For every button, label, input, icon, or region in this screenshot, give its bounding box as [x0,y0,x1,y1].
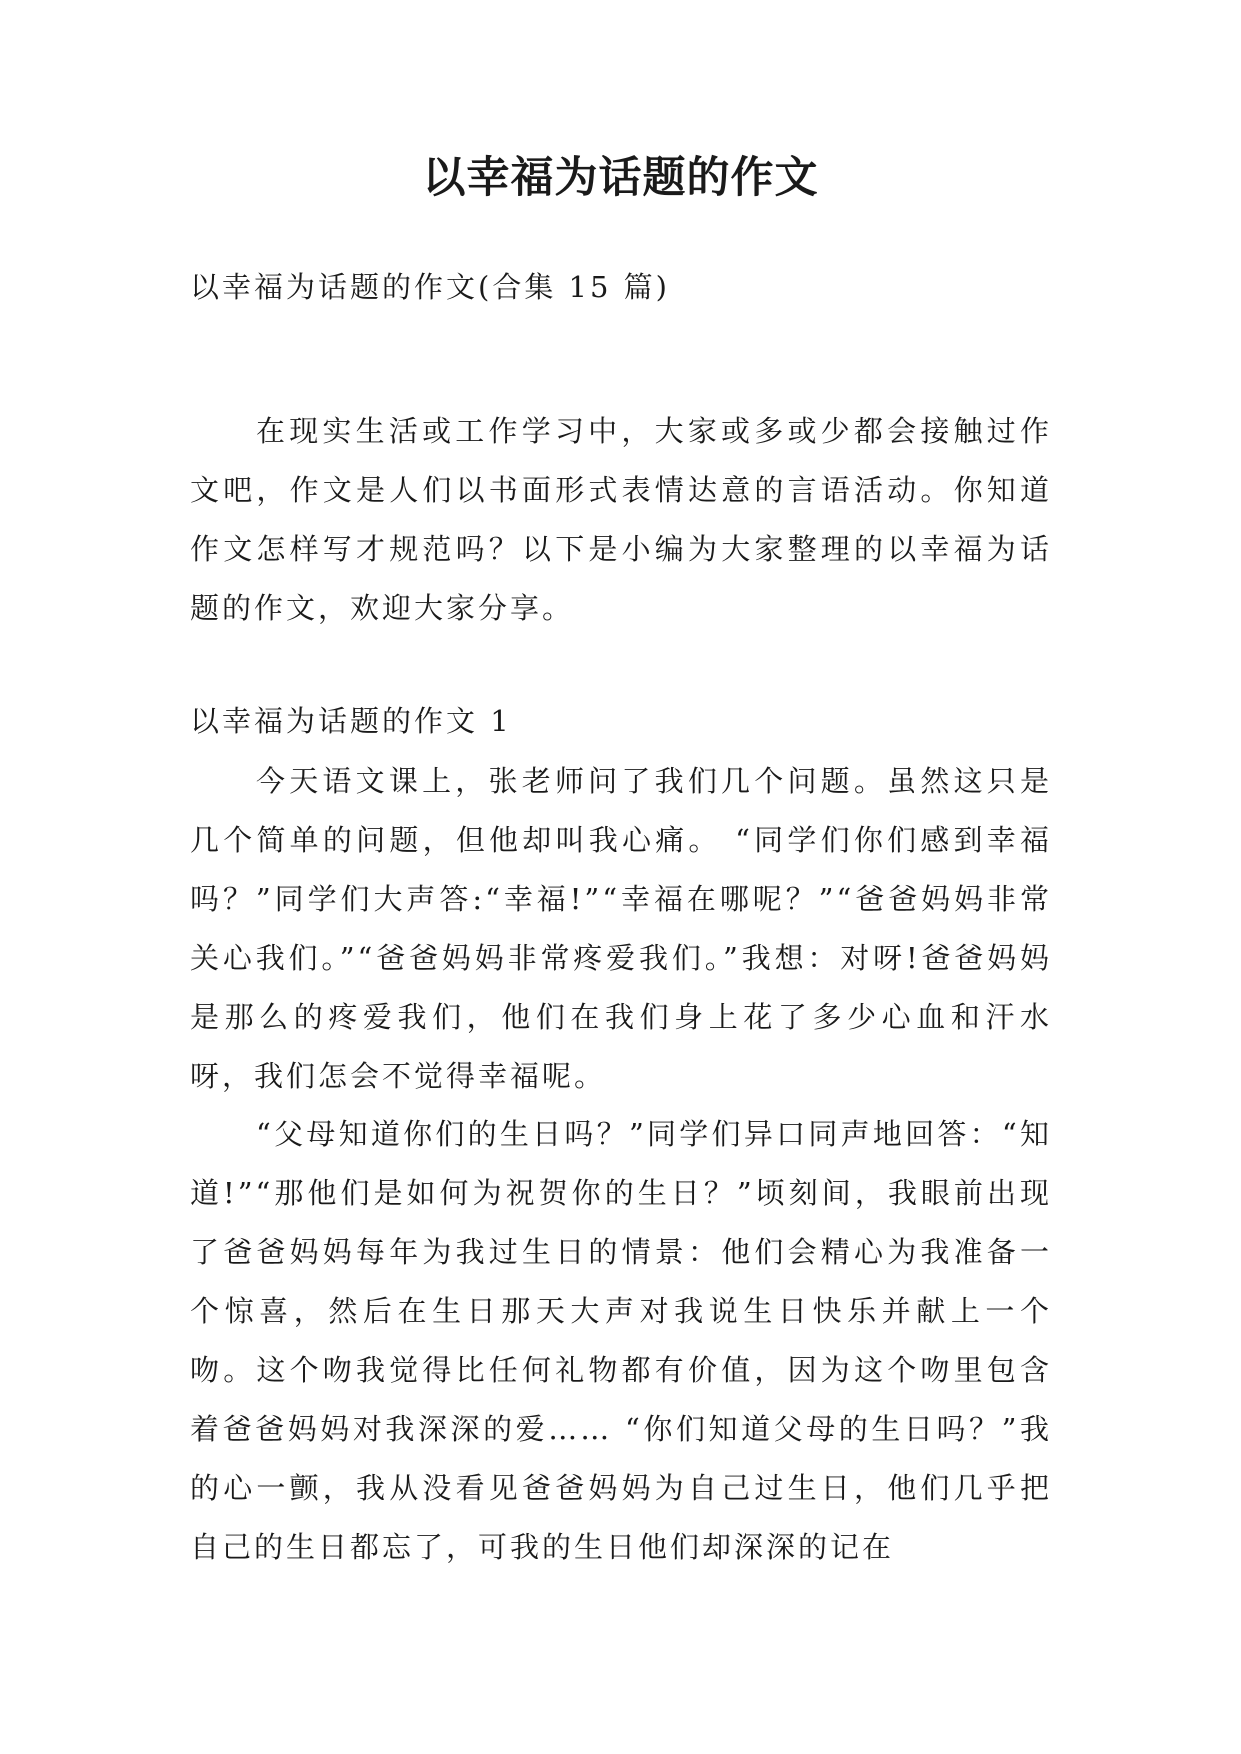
section-1-paragraph-1: 今天语文课上，张老师问了我们几个问题。虽然这只是几个简单的问题，但他却叫我心痛。 “同学们你们感到幸福吗？”同学们大声答:“幸福!”“幸福在哪呢？”“爸爸妈妈非常关心我们。”“爸爸妈妈非常疼爱我们。”我想：对呀!爸爸妈妈是那么的疼爱我们，他们在我们身上花了多少心血和汗水呀，我们怎会不觉得幸福呢。 [190,764,1052,1093]
section-heading-1: 以幸福为话题的作文 1 [190,704,512,738]
document-subtitle: 以幸福为话题的作文(合集 15 篇) [190,270,670,304]
intro-paragraph: 在现实生活或工作学习中，大家或多或少都会接触过作文吧，作文是人们以书面形式表情达意的言语活动。你知道作文怎样写才规范吗？以下是小编为大家整理的以幸福为话题的作文，欢迎大家分享。 [190,414,1052,625]
document-title: 以幸福为话题的作文 [422,153,819,203]
section-1-paragraph-2: “父母知道你们的生日吗？”同学们异口同声地回答：“知道!”“那他们是如何为祝贺你的生日？”顷刻间，我眼前出现了爸爸妈妈每年为我过生日的情景：他们会精心为我准备一个惊喜，然后在生日那天大声对我说生日快乐并献上一个吻。这个吻我觉得比任何礼物都有价值，因为这个吻里包含着爸爸妈妈对我深深的爱…… “你们知道父母的生日吗？”我的心一颤，我从没看见爸爸妈妈为自己过生日，他们几乎把自己的生日都忘了，可我的生日他们却深深的记在 [190,1117,1052,1564]
